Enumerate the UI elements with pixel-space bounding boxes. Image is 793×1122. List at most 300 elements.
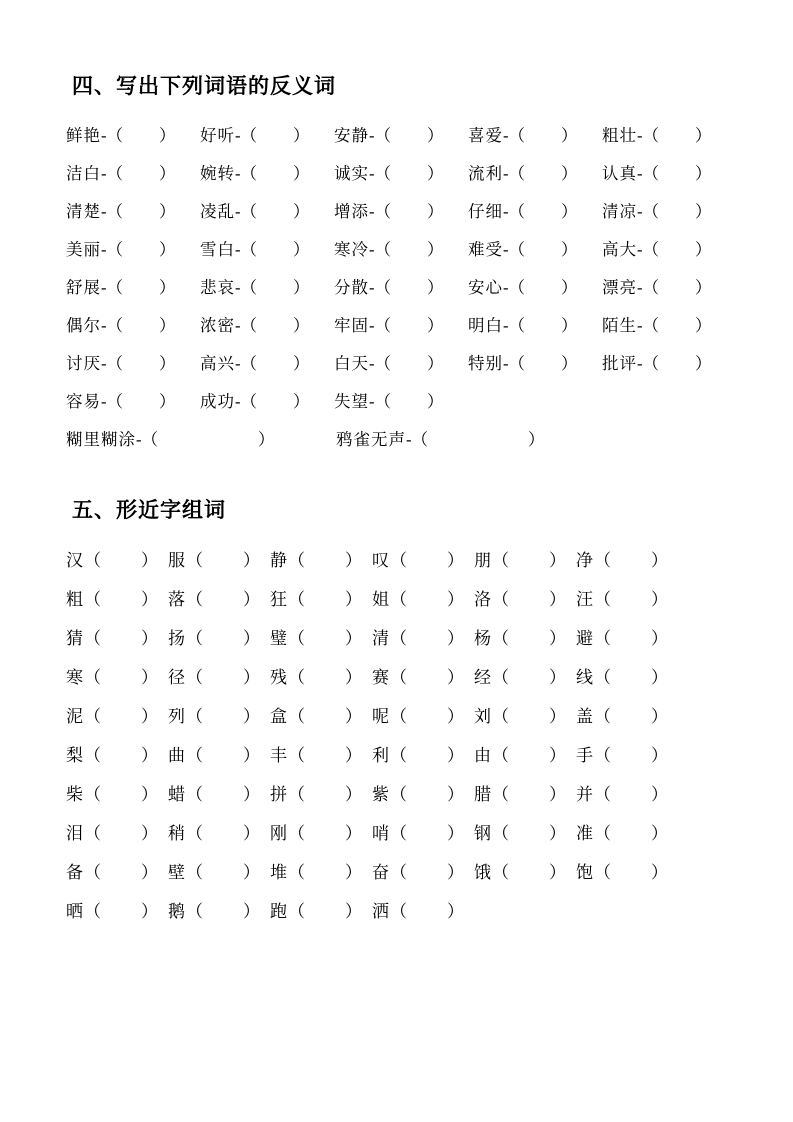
paren-close: ） [561,164,578,183]
character: 呢 [372,707,390,726]
paren-open: （ [390,551,407,570]
character: 朋 [474,551,492,570]
character-item [270,546,372,571]
character-item [66,897,168,922]
character: 丰 [270,746,288,765]
paren-close: ） [293,392,310,411]
character-item [66,741,168,766]
antonym-item [200,312,334,336]
character-item [576,780,678,805]
character: 紫 [372,785,390,804]
antonym-word: 偶尔 [66,316,101,335]
dash: - [235,202,241,221]
paren-open: （ [288,746,305,765]
paren-close: ） [293,278,310,297]
character: 钢 [474,824,492,843]
antonym-item [468,236,602,260]
antonym-item [66,160,200,184]
antonym-item [200,160,334,184]
character-item [576,663,678,688]
dash: - [101,164,107,183]
paren-close: ） [141,707,158,726]
paren-close: ） [651,707,668,726]
paren-open: （ [374,278,391,297]
paren-close: ） [293,202,310,221]
antonym-word: 粗壮 [602,126,637,145]
paren-close: ） [345,863,362,882]
paren-open: （ [186,629,203,648]
dash: - [503,354,509,373]
character-item [66,858,168,883]
antonym-word: 好听 [200,126,235,145]
character-item [576,546,678,571]
character: 盒 [270,707,288,726]
paren-close: ） [258,430,275,449]
paren-close: ） [549,629,566,648]
paren-open: （ [594,668,611,687]
paren-close: ） [345,668,362,687]
paren-open: （ [594,707,611,726]
paren-close: ） [345,746,362,765]
paren-close: ） [141,863,158,882]
dash: - [637,278,643,297]
character-item [372,663,474,688]
character-item [66,819,168,844]
antonym-item [334,388,468,412]
antonym-word: 舒展 [66,278,101,297]
dash: - [637,202,643,221]
paren-open: （ [84,668,101,687]
paren-close: ） [141,629,158,648]
dash: - [406,430,412,449]
character-item [372,897,474,922]
dash: - [235,164,241,183]
paren-close: ） [695,278,712,297]
paren-close: ） [447,590,464,609]
character: 晒 [66,902,84,921]
paren-open: （ [84,824,101,843]
character: 蜡 [168,785,186,804]
character-item [168,663,270,688]
paren-close: ） [159,354,176,373]
antonym-item [334,198,468,222]
character-item [168,585,270,610]
character-item [474,663,576,688]
paren-close: ） [159,126,176,145]
character-item [66,585,168,610]
paren-close: ） [651,590,668,609]
paren-close: ） [427,316,444,335]
paren-open: （ [642,316,659,335]
dash: - [637,126,643,145]
paren-open: （ [106,354,123,373]
character-item [372,858,474,883]
character-item [66,780,168,805]
character-item [372,624,474,649]
paren-close: ） [695,202,712,221]
paren-open: （ [186,590,203,609]
character: 汪 [576,590,594,609]
dash: - [101,202,107,221]
paren-close: ） [159,240,176,259]
character-item [168,702,270,727]
dash: - [637,164,643,183]
dash: - [503,240,509,259]
character: 经 [474,668,492,687]
character-item [168,741,270,766]
paren-open: （ [84,746,101,765]
paren-close: ） [243,746,260,765]
character-item [270,741,372,766]
paren-close: ） [447,746,464,765]
paren-close: ） [243,629,260,648]
character: 跑 [270,902,288,921]
dash: - [503,202,509,221]
character-item [474,858,576,883]
character-item [372,741,474,766]
character: 由 [474,746,492,765]
paren-open: （ [186,863,203,882]
character: 准 [576,824,594,843]
character-item [168,819,270,844]
paren-close: ） [141,824,158,843]
antonym-word: 认真 [602,164,637,183]
paren-open: （ [642,164,659,183]
character: 堆 [270,863,288,882]
paren-close: ） [427,240,444,259]
dash: - [369,278,375,297]
character: 姐 [372,590,390,609]
paren-close: ） [159,164,176,183]
character-item [576,819,678,844]
section-title-similar-characters: 五、形近字组词 [72,498,226,522]
paren-close: ） [141,746,158,765]
character-row [62,546,738,571]
paren-close: ） [293,316,310,335]
paren-open: （ [240,164,257,183]
paren-close: ） [447,629,464,648]
character: 残 [270,668,288,687]
dash: - [503,316,509,335]
paren-open: （ [106,164,123,183]
character-row [62,897,738,922]
character: 腊 [474,785,492,804]
character: 服 [168,551,186,570]
antonym-grid [62,122,738,450]
paren-close: ） [159,278,176,297]
paren-open: （ [186,707,203,726]
character: 泥 [66,707,84,726]
paren-open: （ [492,629,509,648]
paren-close: ） [561,202,578,221]
paren-close: ） [243,785,260,804]
character-row [62,624,738,649]
character: 径 [168,668,186,687]
antonym-word: 清楚 [66,202,101,221]
character: 刘 [474,707,492,726]
character-item [168,897,270,922]
character-item [270,624,372,649]
antonym-item [200,388,334,412]
dash: - [101,126,107,145]
antonym-item [66,198,200,222]
character-item [168,858,270,883]
antonym-item [468,122,602,146]
antonym-word: 仔细 [468,202,503,221]
antonym-word: 高大 [602,240,637,259]
paren-open: （ [186,824,203,843]
character-item [372,780,474,805]
character: 狂 [270,590,288,609]
antonym-item [334,312,468,336]
character-item [66,663,168,688]
character-item [168,624,270,649]
antonym-row [62,312,738,336]
paren-close: ） [651,824,668,843]
paren-open: （ [492,824,509,843]
character: 梨 [66,746,84,765]
dash: - [101,316,107,335]
paren-open: （ [84,902,101,921]
paren-close: ） [549,785,566,804]
paren-close: ） [243,551,260,570]
paren-close: ） [549,824,566,843]
character-item [474,546,576,571]
paren-open: （ [288,863,305,882]
paren-open: （ [390,746,407,765]
paren-open: （ [594,824,611,843]
antonym-row [62,160,738,184]
character: 粗 [66,590,84,609]
character-row [62,585,738,610]
paren-open: （ [240,202,257,221]
paren-open: （ [411,430,428,449]
character: 拼 [270,785,288,804]
character-row [62,663,738,688]
paren-open: （ [374,202,391,221]
antonym-item [334,236,468,260]
paren-open: （ [240,278,257,297]
paren-close: ） [447,551,464,570]
character-item [270,780,372,805]
dash: - [637,240,643,259]
dash: - [101,392,107,411]
paren-open: （ [106,278,123,297]
character: 落 [168,590,186,609]
paren-close: ） [159,316,176,335]
dash: - [369,316,375,335]
antonym-word: 洁白 [66,164,101,183]
paren-open: （ [594,863,611,882]
dash: - [235,316,241,335]
paren-open: （ [492,746,509,765]
antonym-row [62,198,738,222]
dash: - [369,354,375,373]
paren-open: （ [642,240,659,259]
antonym-item [602,122,736,146]
paren-open: （ [106,126,123,145]
paren-open: （ [288,707,305,726]
paren-close: ） [243,590,260,609]
paren-close: ） [141,902,158,921]
character-row [62,780,738,805]
dash: - [235,240,241,259]
paren-close: ） [651,629,668,648]
paren-close: ） [695,126,712,145]
antonym-word: 牢固 [334,316,369,335]
paren-close: ） [345,824,362,843]
paren-open: （ [642,126,659,145]
character-row [62,858,738,883]
paren-close: ） [651,551,668,570]
paren-open: （ [390,707,407,726]
paren-open: （ [594,551,611,570]
antonym-word: 难受 [468,240,503,259]
paren-close: ） [293,164,310,183]
character-item [474,819,576,844]
antonym-item [602,312,736,336]
antonym-word: 婉转 [200,164,235,183]
character-item [474,624,576,649]
paren-open: （ [508,126,525,145]
character-item [474,585,576,610]
character: 哨 [372,824,390,843]
antonym-word: 容易 [66,392,101,411]
antonym-item [200,236,334,260]
paren-open: （ [288,902,305,921]
antonym-item [66,236,200,260]
paren-close: ） [427,278,444,297]
paren-close: ） [427,126,444,145]
character: 稍 [168,824,186,843]
antonym-word: 讨厌 [66,354,101,373]
paren-open: （ [106,316,123,335]
paren-open: （ [374,126,391,145]
paren-close: ） [293,126,310,145]
character-item [270,585,372,610]
paren-close: ） [345,629,362,648]
paren-close: ） [695,240,712,259]
paren-open: （ [492,590,509,609]
dash: - [136,430,142,449]
character-item [372,819,474,844]
paren-open: （ [594,629,611,648]
paren-open: （ [288,629,305,648]
character: 洒 [372,902,390,921]
antonym-item [334,122,468,146]
paren-open: （ [594,785,611,804]
paren-close: ） [345,902,362,921]
paren-close: ） [549,551,566,570]
paren-open: （ [186,902,203,921]
paren-close: ） [695,316,712,335]
paren-open: （ [508,316,525,335]
paren-open: （ [240,240,257,259]
character-item [372,546,474,571]
character: 壁 [168,863,186,882]
character-item [168,780,270,805]
paren-close: ） [561,278,578,297]
paren-open: （ [508,278,525,297]
paren-close: ） [293,240,310,259]
character-item [270,702,372,727]
antonym-word: 流利 [468,164,503,183]
antonym-item [66,426,336,450]
paren-open: （ [594,590,611,609]
paren-open: （ [492,707,509,726]
character: 鹅 [168,902,186,921]
paren-open: （ [374,392,391,411]
antonym-item [66,274,200,298]
dash: - [235,126,241,145]
paren-open: （ [390,863,407,882]
paren-close: ） [549,707,566,726]
antonym-word: 清凉 [602,202,637,221]
character-row [62,741,738,766]
antonym-item [334,350,468,374]
antonym-row [62,350,738,374]
antonym-word: 凌乱 [200,202,235,221]
antonym-item [66,312,200,336]
paren-close: ） [243,824,260,843]
dash: - [369,126,375,145]
paren-open: （ [492,785,509,804]
character-item [576,741,678,766]
character: 并 [576,785,594,804]
antonym-item [602,160,736,184]
paren-open: （ [106,240,123,259]
paren-close: ） [528,430,545,449]
dash: - [503,278,509,297]
paren-open: （ [374,316,391,335]
paren-open: （ [240,316,257,335]
antonym-word: 特别 [468,354,503,373]
dash: - [101,240,107,259]
character: 刚 [270,824,288,843]
antonym-item [66,388,200,412]
character-item [372,702,474,727]
paren-close: ） [427,354,444,373]
character-item [576,585,678,610]
character: 饱 [576,863,594,882]
character: 柴 [66,785,84,804]
antonym-word: 高兴 [200,354,235,373]
paren-close: ） [243,863,260,882]
paren-open: （ [374,164,391,183]
paren-close: ） [447,902,464,921]
paren-open: （ [508,354,525,373]
paren-open: （ [390,824,407,843]
antonym-word: 安心 [468,278,503,297]
antonym-word: 鲜艳 [66,126,101,145]
dash: - [369,240,375,259]
antonym-word: 增添 [334,202,369,221]
antonym-item [468,198,602,222]
dash: - [503,126,509,145]
antonym-word: 安静 [334,126,369,145]
paren-close: ） [345,551,362,570]
antonym-word: 糊里糊涂 [66,430,136,449]
character-item [576,702,678,727]
character: 泪 [66,824,84,843]
character: 静 [270,551,288,570]
antonym-word: 悲哀 [200,278,235,297]
paren-open: （ [84,785,101,804]
paren-open: （ [288,824,305,843]
character: 杨 [474,629,492,648]
character-row [62,702,738,727]
dash: - [101,278,107,297]
